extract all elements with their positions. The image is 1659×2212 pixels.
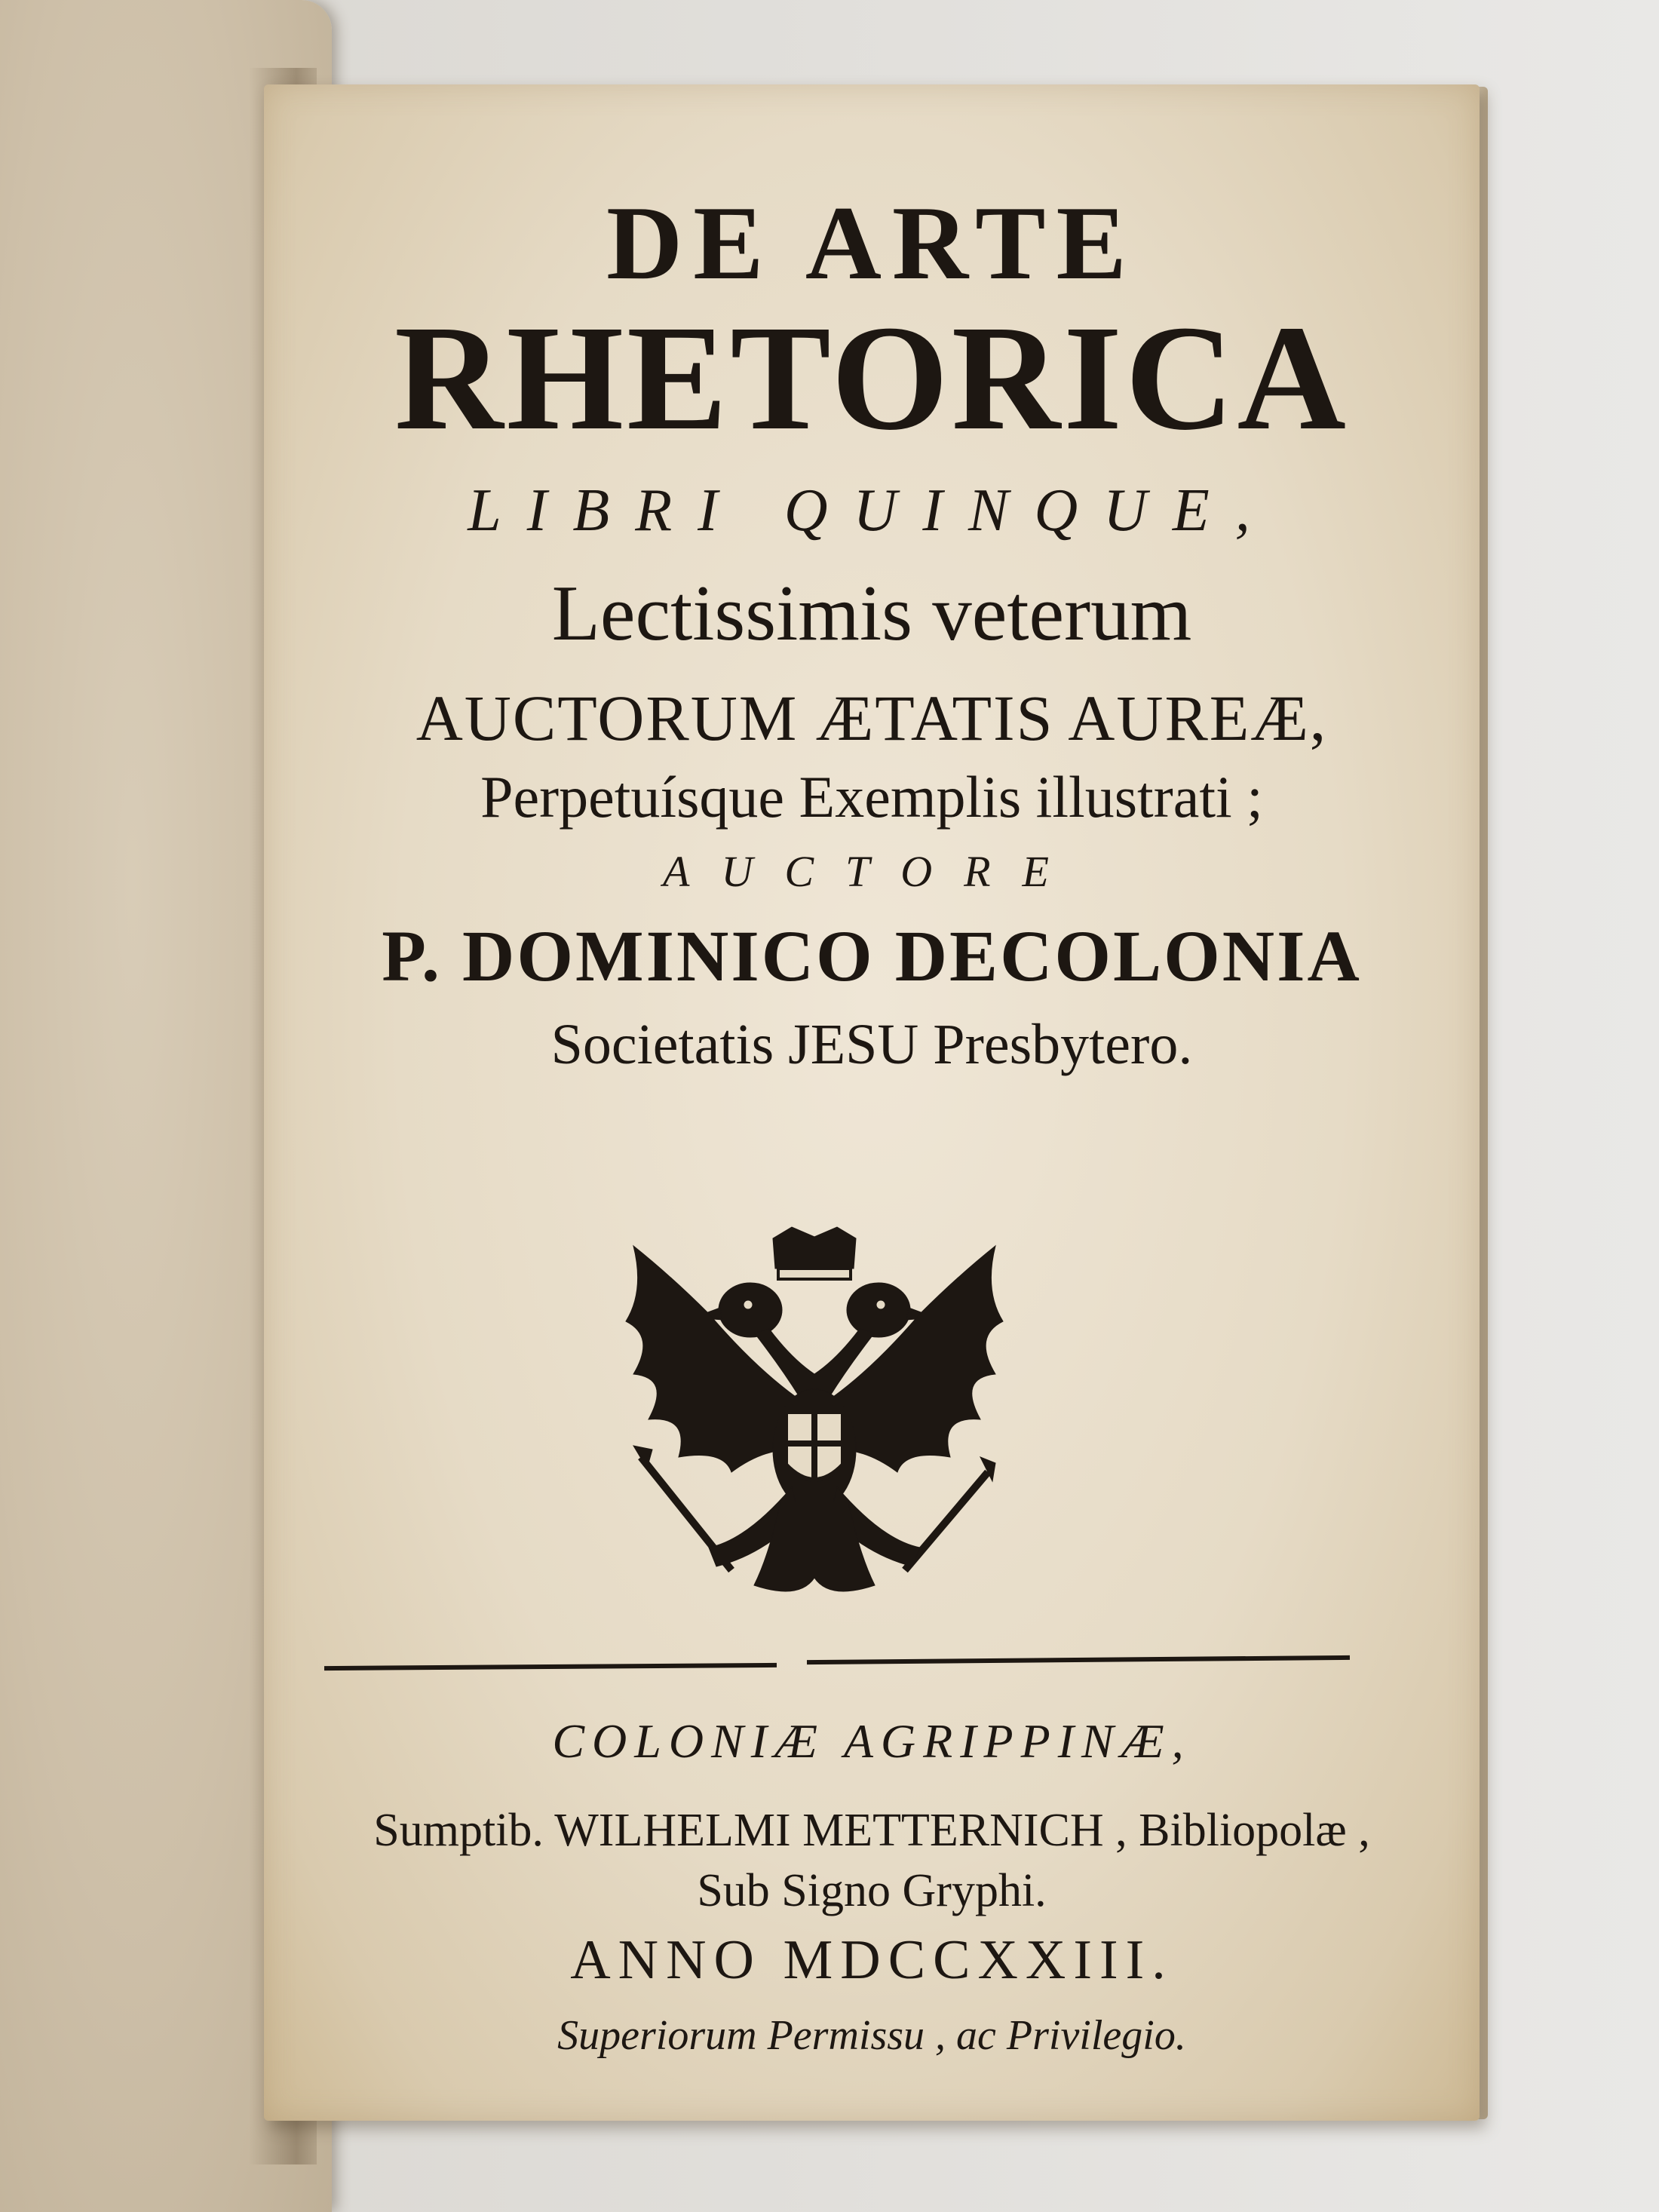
double-headed-eagle-icon — [618, 1223, 1010, 1615]
title-line-rhetorica: RHETORICA — [394, 295, 1349, 462]
author-affiliation: Societatis JESU Presbytero. — [550, 1013, 1193, 1076]
author-name: P. DOMINICO DECOLONIA — [382, 916, 1362, 996]
divider-rule-right — [807, 1655, 1350, 1664]
divider-rule-left — [324, 1663, 777, 1671]
imprint-sign: Sub Signo Gryphi. — [697, 1865, 1047, 1916]
imprint-city: COLONIÆ AGRIPPINÆ, — [552, 1714, 1191, 1768]
imprint-privilege: Superiorum Permissu , ac Privilegio. — [557, 2012, 1186, 2059]
imprint-year: ANNO MDCCXXIII. — [570, 1929, 1173, 1991]
title-line-lectissimis: Lectissimis veterum — [551, 569, 1192, 657]
title-page — [264, 84, 1480, 2121]
title-line-de-arte: DE ARTE — [606, 185, 1137, 302]
title-line-auctorum: AUCTORUM ÆTATIS AUREÆ, — [416, 682, 1328, 754]
title-line-libri-quinque: LIBRI QUINQUE, — [468, 477, 1276, 544]
title-line-auctore: AUCTORE — [663, 847, 1081, 896]
title-line-perpetuisque: Perpetuísque Exemplis illustrati ; — [480, 764, 1263, 830]
imprint-publisher: Sumptib. WILHELMI METTERNICH , Bibliopolæ , — [373, 1805, 1370, 1856]
